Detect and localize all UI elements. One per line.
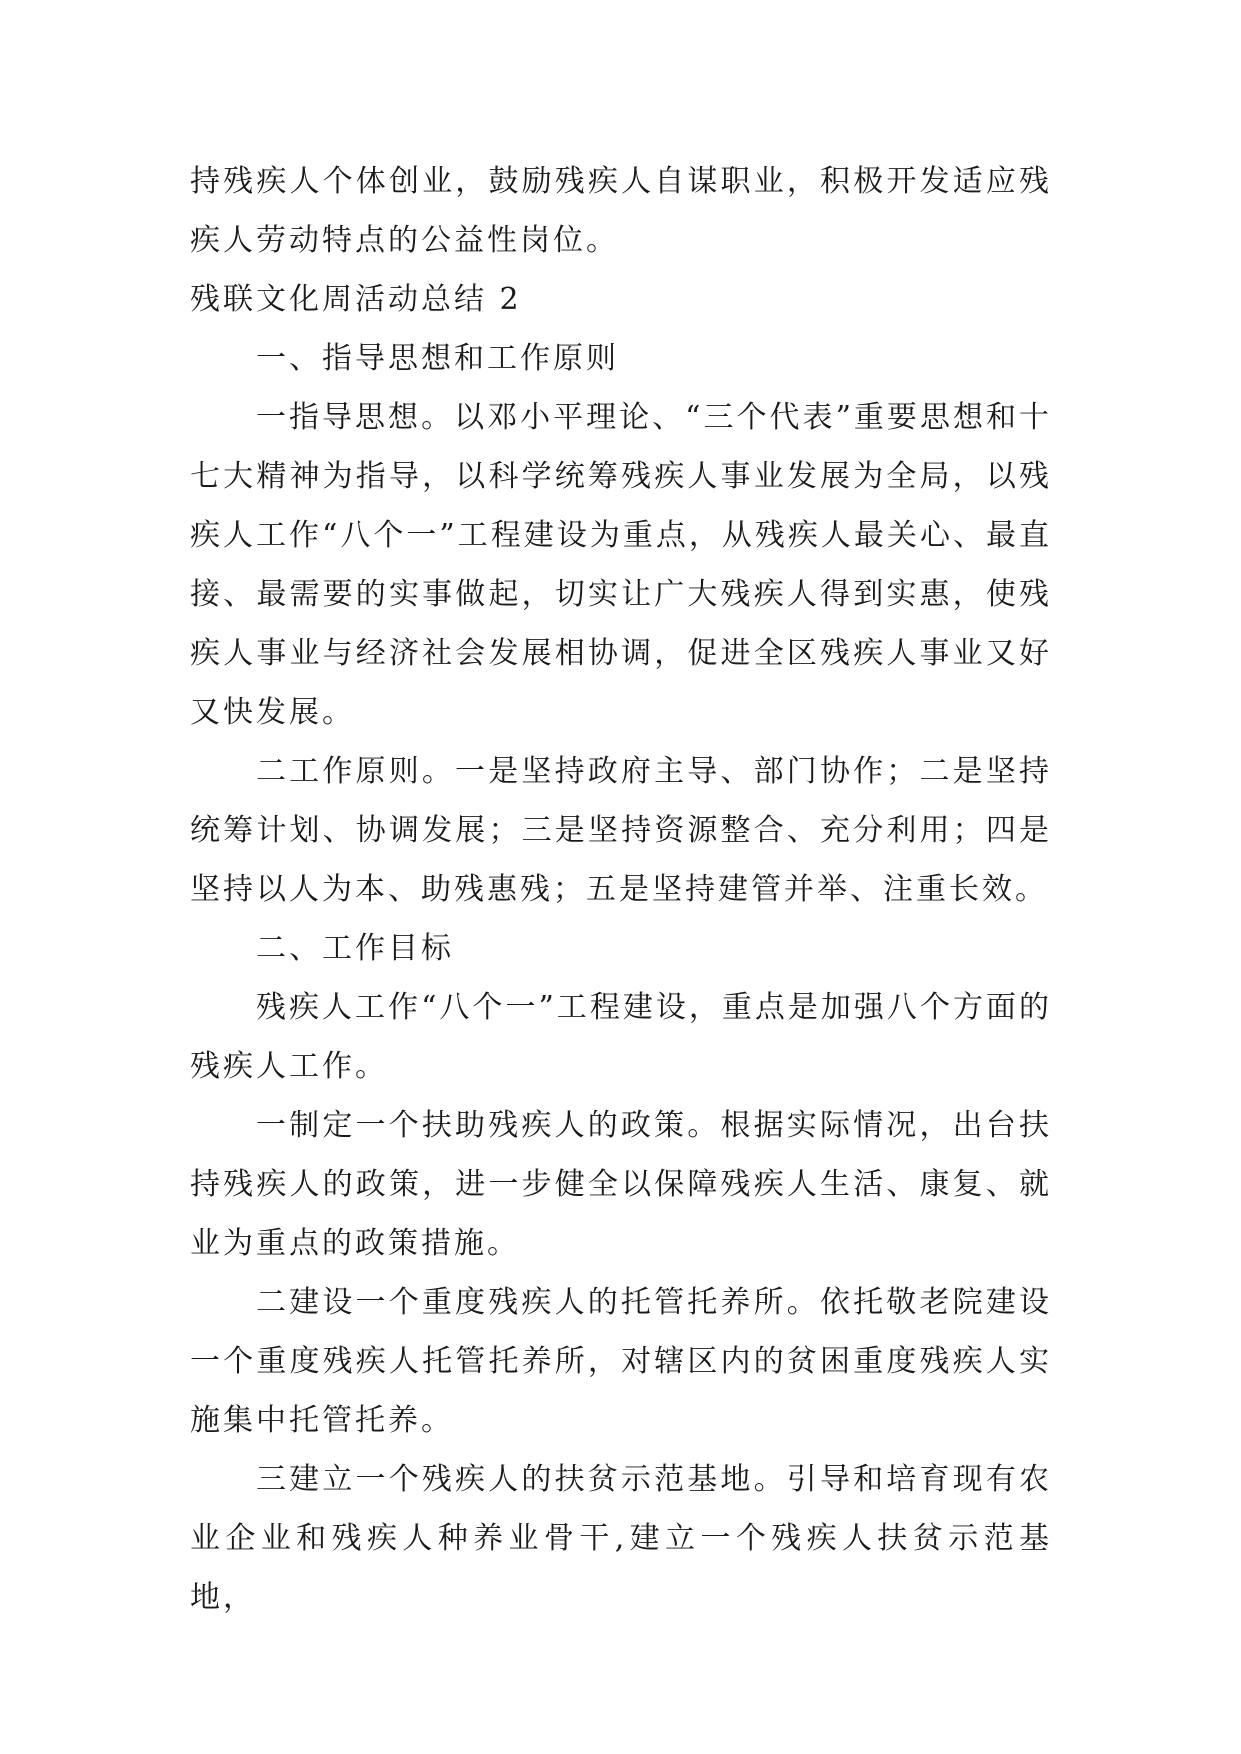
heading-guiding-principles: 一、指导思想和工作原则 bbox=[256, 341, 619, 376]
paragraph-guiding-thought: 一指导思想。以邓小平理论、“三个代表”重要思想和十七大精神为指导，以科学统筹残疾人事业发展为全局，以残疾人工作“八个一”工程建设为重点，从残疾人最关心、最直接、最需要的实事做起，切实让广大残疾人得到实惠，使残疾人事业与经济社会发展相协调，促进全区残疾人事业又好又快发展。 bbox=[190, 400, 1052, 730]
paragraph-care-home: 二建设一个重度残疾人的托管托养所。依托敬老院建设一个重度残疾人托管托养所，对辖区内的贫困重度残疾人实施集中托管托养。 bbox=[190, 1285, 1052, 1438]
paragraph-eight-ones: 残疾人工作“八个一”工程建设，重点是加强八个方面的残疾人工作。 bbox=[190, 990, 1052, 1084]
document-body bbox=[190, 152, 1052, 1627]
paragraph-work-principles: 二工作原则。一是坚持政府主导、部门协作；二是坚持统筹计划、协调发展；三是坚持资源整合、充分利用；四是坚持以人为本、助残惠残；五是坚持建管并举、注重长效。 bbox=[190, 754, 1052, 907]
paragraph-poverty-base: 三建立一个残疾人的扶贫示范基地。引导和培育现有农业企业和残疾人种养业骨干,建立一个残疾人扶贫示范基地， bbox=[190, 1462, 1052, 1615]
section-title: 残联文化周活动总结 2 bbox=[190, 282, 522, 317]
heading-work-goals: 二、工作目标 bbox=[256, 931, 454, 966]
paragraph-policy: 一制定一个扶助残疾人的政策。根据实际情况，出台扶持残疾人的政策，进一步健全以保障残疾人生活、康复、就业为重点的政策措施。 bbox=[190, 1108, 1052, 1261]
paragraph-continuation: 持残疾人个体创业，鼓励残疾人自谋职业，积极开发适应残疾人劳动特点的公益性岗位。 bbox=[190, 164, 1052, 258]
